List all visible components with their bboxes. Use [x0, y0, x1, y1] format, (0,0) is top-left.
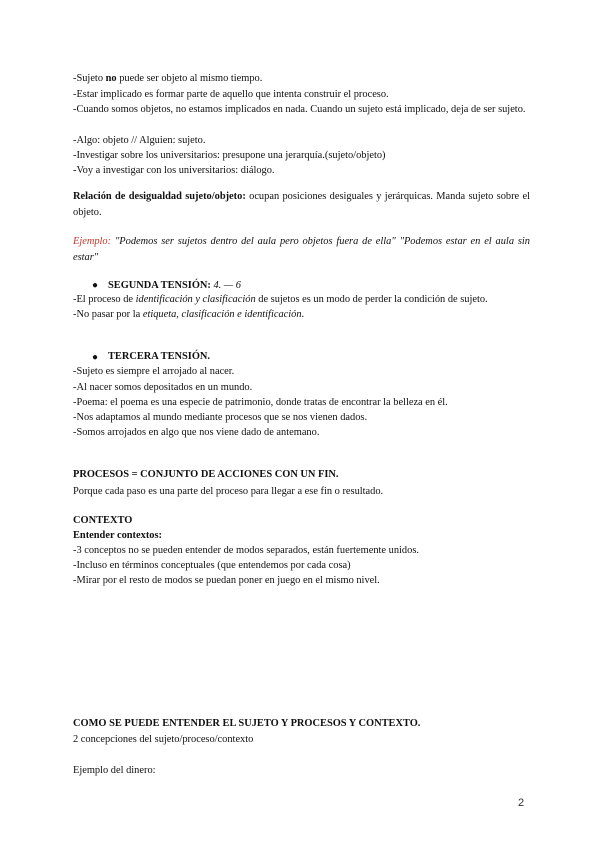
text-line: -Investigar sobre los universitarios: presupone una jerarquía.(sujeto/objeto)	[73, 150, 386, 161]
text-line: -Incluso en términos conceptuales (que entendemos por cada cosa)	[73, 560, 351, 571]
section-subheading: Entender contextos:	[73, 530, 162, 541]
section-heading: SEGUNDA TENSIÓN: 4. — 6	[108, 280, 241, 291]
text-line: Porque cada paso es una parte del proceso para llegar a ese fin o resultado.	[73, 486, 384, 497]
text-line: 2 concepciones del sujeto/proceso/contexto	[73, 734, 254, 745]
section-heading: TERCERA TENSIÓN.	[108, 351, 211, 362]
text-line: -Mirar por el resto de modos se puedan poner en juego en el mismo nivel.	[73, 575, 380, 586]
section-heading: CONTEXTO	[73, 515, 133, 526]
text-paragraph: -Cuando somos objetos, no estamos implicados en nada. Cuando un sujeto está implicado, deja de ser sujeto.	[73, 104, 526, 115]
text-line: -Nos adaptamos al mundo mediante procesos que se nos vienen dados.	[73, 412, 368, 423]
text-line: -Estar implicado es formar parte de aquello que intenta construir el proceso.	[73, 89, 389, 100]
text-line: -Sujeto no puede ser objeto al mismo tiempo.	[73, 73, 263, 84]
section-heading: COMO SE PUEDE ENTENDER EL SUJETO Y PROCESOS Y CONTEXTO.	[73, 718, 421, 729]
text-line: -Somos arrojados en algo que nos viene dado de antemano.	[73, 427, 320, 438]
text-line: -Sujeto es siempre el arrojado al nacer.	[73, 366, 235, 377]
text-line: -Poema: el poema es una especie de patrimonio, donde tratas de encontrar la belleza en él.	[73, 397, 448, 408]
ejemplo-paragraph: Ejemplo: "Podemos ser sujetos dentro del aula pero objetos fuera de ella" "Podemos estar en el aula sin estar"	[73, 236, 530, 263]
text-line: -Al nacer somos depositados en un mundo.	[73, 382, 253, 393]
page-number: 2	[518, 797, 525, 809]
text-line: -El proceso de identificación y clasificación de sujetos es un modo de perder la condición de sujeto.	[73, 294, 488, 305]
section-heading: PROCESOS = CONJUNTO DE ACCIONES CON UN FIN.	[73, 469, 339, 480]
text-line: -Algo: objeto // Alguien: sujeto.	[73, 135, 206, 146]
text-line: -No pasar por la etiqueta, clasificación e identificación.	[73, 309, 305, 320]
text-line: -3 conceptos no se pueden entender de modos separados, están fuertemente unidos.	[73, 545, 419, 556]
text-line: -Voy a investigar con los universitarios: diálogo.	[73, 165, 275, 176]
ejemplo-label: Ejemplo:	[73, 236, 112, 247]
bullet-icon: ●	[92, 280, 99, 291]
bullet-icon: ●	[92, 352, 99, 363]
relacion-paragraph: Relación de desigualdad sujeto/objeto: ocupan posiciones desiguales y jerárquicas. Manda sujeto sobre el objeto.	[73, 191, 530, 218]
text-line: Ejemplo del dinero:	[73, 765, 156, 776]
